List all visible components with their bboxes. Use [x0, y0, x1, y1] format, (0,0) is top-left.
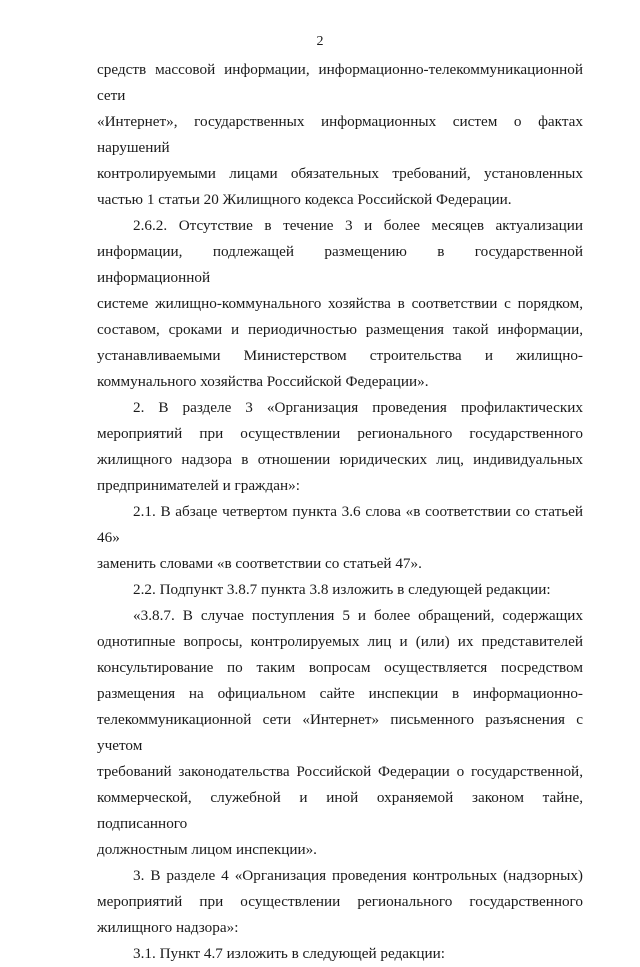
paragraph [97, 395, 583, 499]
text-line: 3. В разделе 4 «Организация проведения контрольных (надзорных) [133, 867, 583, 884]
text-line: 2.2. Подпункт 3.8.7 пункта 3.8 изложить в следующей редакции: [133, 581, 551, 598]
paragraph [97, 603, 583, 863]
text-line: контролируемыми лицами обязательных требований, установленных [97, 165, 583, 182]
text-line: «Интернет», государственных информационных систем о фактах нарушений [97, 113, 583, 156]
text-line: требований законодательства Российской Федерации о государственной, [97, 763, 583, 780]
paragraph [97, 577, 583, 603]
text-line: размещения на официальном сайте инспекции в информационно- [97, 685, 583, 702]
text-line: телекоммуникационной сети «Интернет» письменного разъяснения с учетом [97, 711, 583, 754]
text-line: мероприятий при осуществлении регионального государственного [97, 425, 583, 442]
paragraph [97, 213, 583, 395]
text-line: устанавливаемыми Министерством строительства и жилищно- [97, 347, 583, 364]
paragraph [97, 941, 583, 967]
text-line: предпринимателей и граждан»: [97, 477, 300, 494]
text-line: однотипные вопросы, контролируемых лиц и (или) их представителей [97, 633, 583, 650]
page-number: 2 [316, 34, 324, 49]
text-line: жилищного надзора»: [97, 919, 239, 936]
document-body [97, 57, 583, 967]
text-line: 3.1. Пункт 4.7 изложить в следующей редакции: [133, 945, 446, 962]
text-line: 2.1. В абзаце четвертом пункта 3.6 слова «в соответствии со статьей 46» [97, 503, 583, 546]
text-line: «3.8.7. В случае поступления 5 и более обращений, содержащих [133, 607, 583, 624]
text-line: мероприятий при осуществлении регионального государственного [97, 893, 583, 910]
text-line: частью 1 статьи 20 Жилищного кодекса Российской Федерации. [97, 191, 512, 208]
text-line: жилищного надзора в отношении юридических лиц, индивидуальных [97, 451, 583, 468]
paragraph [97, 499, 583, 577]
text-line: консультирование по таким вопросам осуществляется посредством [97, 659, 583, 676]
text-line: коммерческой, служебной и иной охраняемой законом тайне, подписанного [97, 789, 583, 832]
text-line: составом, сроками и периодичностью размещения такой информации, [97, 321, 583, 338]
text-line: средств массовой информации, информационно-телекоммуникационной сети [97, 61, 583, 104]
text-line: должностным лицом инспекции». [97, 841, 317, 858]
paragraph [97, 863, 583, 941]
text-line: 2. В разделе 3 «Организация проведения профилактических [133, 399, 583, 416]
text-line: 2.6.2. Отсутствие в течение 3 и более месяцев актуализации [133, 217, 583, 234]
text-line: коммунального хозяйства Российской Федерации». [97, 373, 429, 390]
text-line: информации, подлежащей размещению в государственной информационной [97, 243, 583, 286]
paragraph [97, 57, 583, 213]
text-line: системе жилищно-коммунального хозяйства в соответствии с порядком, [97, 295, 583, 312]
text-line: заменить словами «в соответствии со статьей 47». [97, 555, 422, 572]
